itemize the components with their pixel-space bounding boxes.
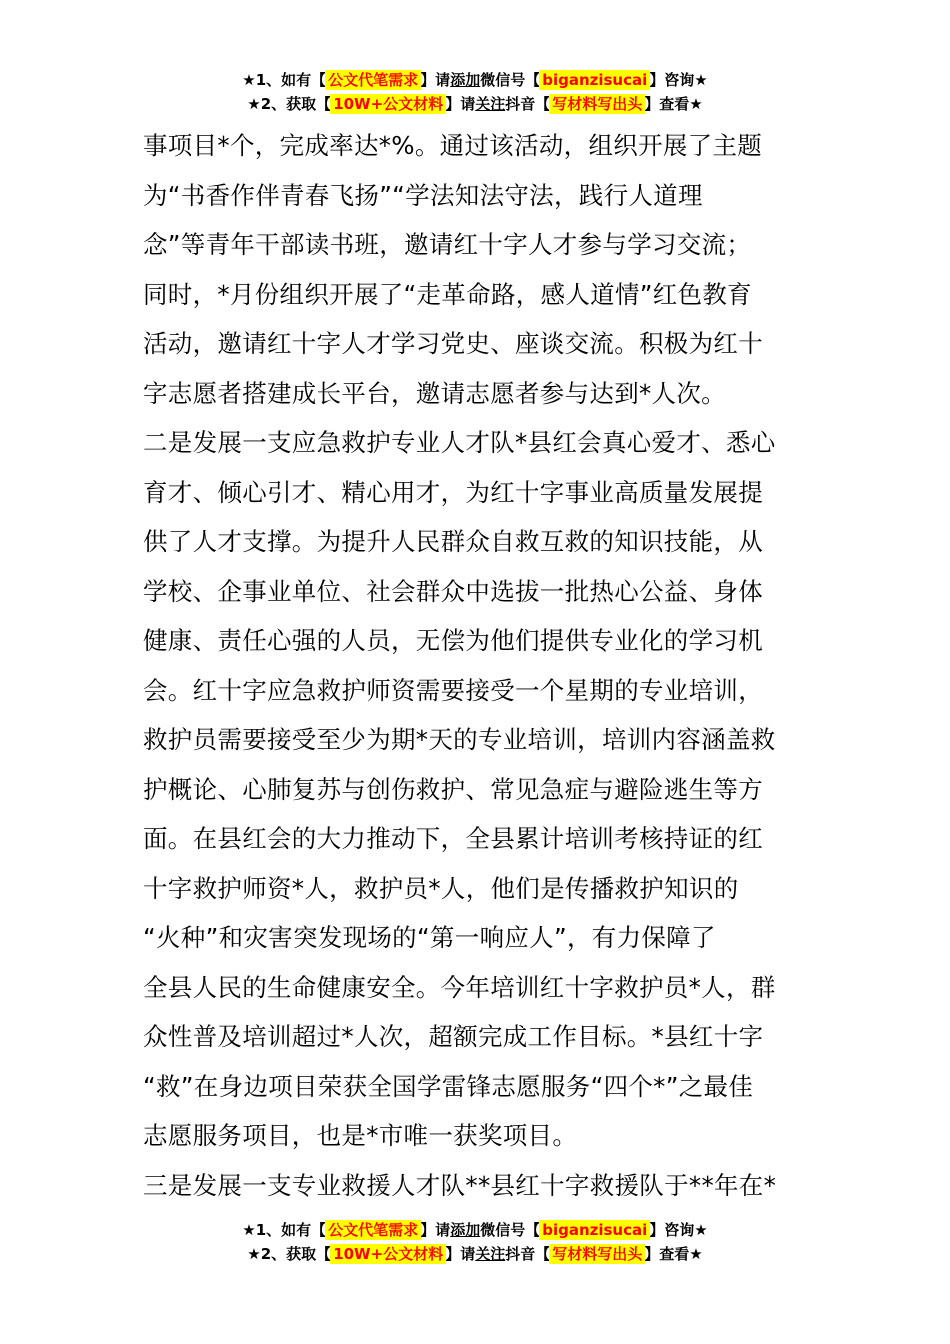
banner-highlight: 写材料写出头 bbox=[552, 1245, 643, 1263]
body-line: 字志愿者搭建成长平台，邀请志愿者参与达到*人次。 bbox=[143, 378, 726, 408]
banner-text: 抖音【 bbox=[505, 95, 551, 113]
body-line: 事项目*个，完成率达*%。通过该活动，组织开展了主题 bbox=[143, 131, 763, 160]
body-line: 二是发展一支应急救护专业人才队*县红会真心爱才、悉心 bbox=[143, 428, 776, 457]
banner-highlight: biganzisucai bbox=[542, 1221, 648, 1239]
body-line: 面。在县红会的大力推动下，全县累计培训考核持证的红 bbox=[143, 824, 763, 853]
body-line: “救”在身边项目荣获全国学雷锋志愿服务“四个*”之最佳 bbox=[143, 1071, 754, 1101]
banner-emphasis: 添加 bbox=[450, 1221, 481, 1239]
body-line: 救护员需要接受至少为期*天的专业培训，培训内容涵盖救 bbox=[143, 725, 776, 754]
body-line: 为“书香作伴青春飞扬”“学法知法守法，践行人道理 bbox=[143, 180, 703, 210]
banner-text: ★1、如有【 bbox=[242, 1221, 327, 1239]
banner-highlight: 10W+公文材料 bbox=[333, 1245, 444, 1263]
body-line: 育才、倾心引才、精心用才，为红十字事业高质量发展提 bbox=[143, 477, 763, 507]
header-banner bbox=[0, 68, 950, 116]
banner-highlight: 公文代笔需求 bbox=[328, 71, 419, 89]
banner-text: 】咨询★ bbox=[649, 1221, 708, 1239]
document-body bbox=[143, 121, 813, 1210]
banner-highlight: 10W+公文材料 bbox=[333, 95, 444, 113]
banner-text: 】请 bbox=[445, 1245, 476, 1263]
body-line: 同时，*月份组织开展了“走革命路，感人道情”红色教育 bbox=[143, 279, 752, 309]
body-line: 念”等青年干部读书班，邀请红十字人才参与学习交流； bbox=[143, 230, 752, 259]
banner-line-1 bbox=[0, 1218, 950, 1242]
body-line: 众性普及培训超过*人次，超额完成工作目标。*县红十字 bbox=[143, 1022, 764, 1051]
banner-text: 】咨询★ bbox=[649, 71, 708, 89]
banner-highlight: biganzisucai bbox=[542, 71, 648, 89]
banner-emphasis: 关注 bbox=[475, 1245, 506, 1263]
body-line: 学校、企事业单位、社会群众中选拔一批热心公益、身体 bbox=[143, 576, 763, 606]
body-line: 会。红十字应急救护师资需要接受一个星期的专业培训， bbox=[143, 675, 763, 705]
banner-text: 微信号【 bbox=[480, 1221, 541, 1239]
banner-text: 抖音【 bbox=[505, 1245, 551, 1263]
banner-text: ★2、获取【 bbox=[247, 95, 332, 113]
body-line: 活动，邀请红十字人才学习党史、座谈交流。积极为红十 bbox=[143, 329, 763, 358]
banner-text: ★1、如有【 bbox=[242, 71, 327, 89]
banner-text: 】请 bbox=[445, 95, 476, 113]
banner-highlight: 写材料写出头 bbox=[552, 95, 643, 113]
banner-text: ★2、获取【 bbox=[247, 1245, 332, 1263]
body-line: “火种”和灾害突发现场的“第一响应人”，有力保障了 bbox=[143, 923, 716, 952]
banner-text: 】查看★ bbox=[644, 95, 703, 113]
body-line: 三是发展一支专业救援人才队**县红十字救援队于**年在* bbox=[143, 1170, 777, 1200]
banner-line-2 bbox=[0, 92, 950, 116]
body-line: 健康、责任心强的人员，无偿为他们提供专业化的学习机 bbox=[143, 626, 763, 655]
banner-emphasis: 添加 bbox=[450, 71, 481, 89]
body-line: 全县人民的生命健康安全。今年培训红十字救护员*人，群 bbox=[143, 972, 776, 1002]
banner-text: 微信号【 bbox=[480, 71, 541, 89]
body-line: 供了人才支撑。为提升人民群众自救互救的知识技能，从 bbox=[143, 527, 763, 556]
banner-text: 】查看★ bbox=[644, 1245, 703, 1263]
banner-line-1 bbox=[0, 68, 950, 92]
body-line: 志愿服务项目，也是*市唯一获奖项目。 bbox=[143, 1121, 578, 1150]
banner-line-2 bbox=[0, 1242, 950, 1266]
banner-text: 】请 bbox=[420, 71, 451, 89]
banner-emphasis: 关注 bbox=[475, 95, 506, 113]
body-line: 十字救护师资*人，救护员*人，他们是传播救护知识的 bbox=[143, 873, 739, 903]
banner-text: 】请 bbox=[420, 1221, 451, 1239]
footer-banner bbox=[0, 1218, 950, 1266]
body-line: 护概论、心肺复苏与创伤救护、常见急症与避险逃生等方 bbox=[143, 774, 763, 804]
banner-highlight: 公文代笔需求 bbox=[328, 1221, 419, 1239]
